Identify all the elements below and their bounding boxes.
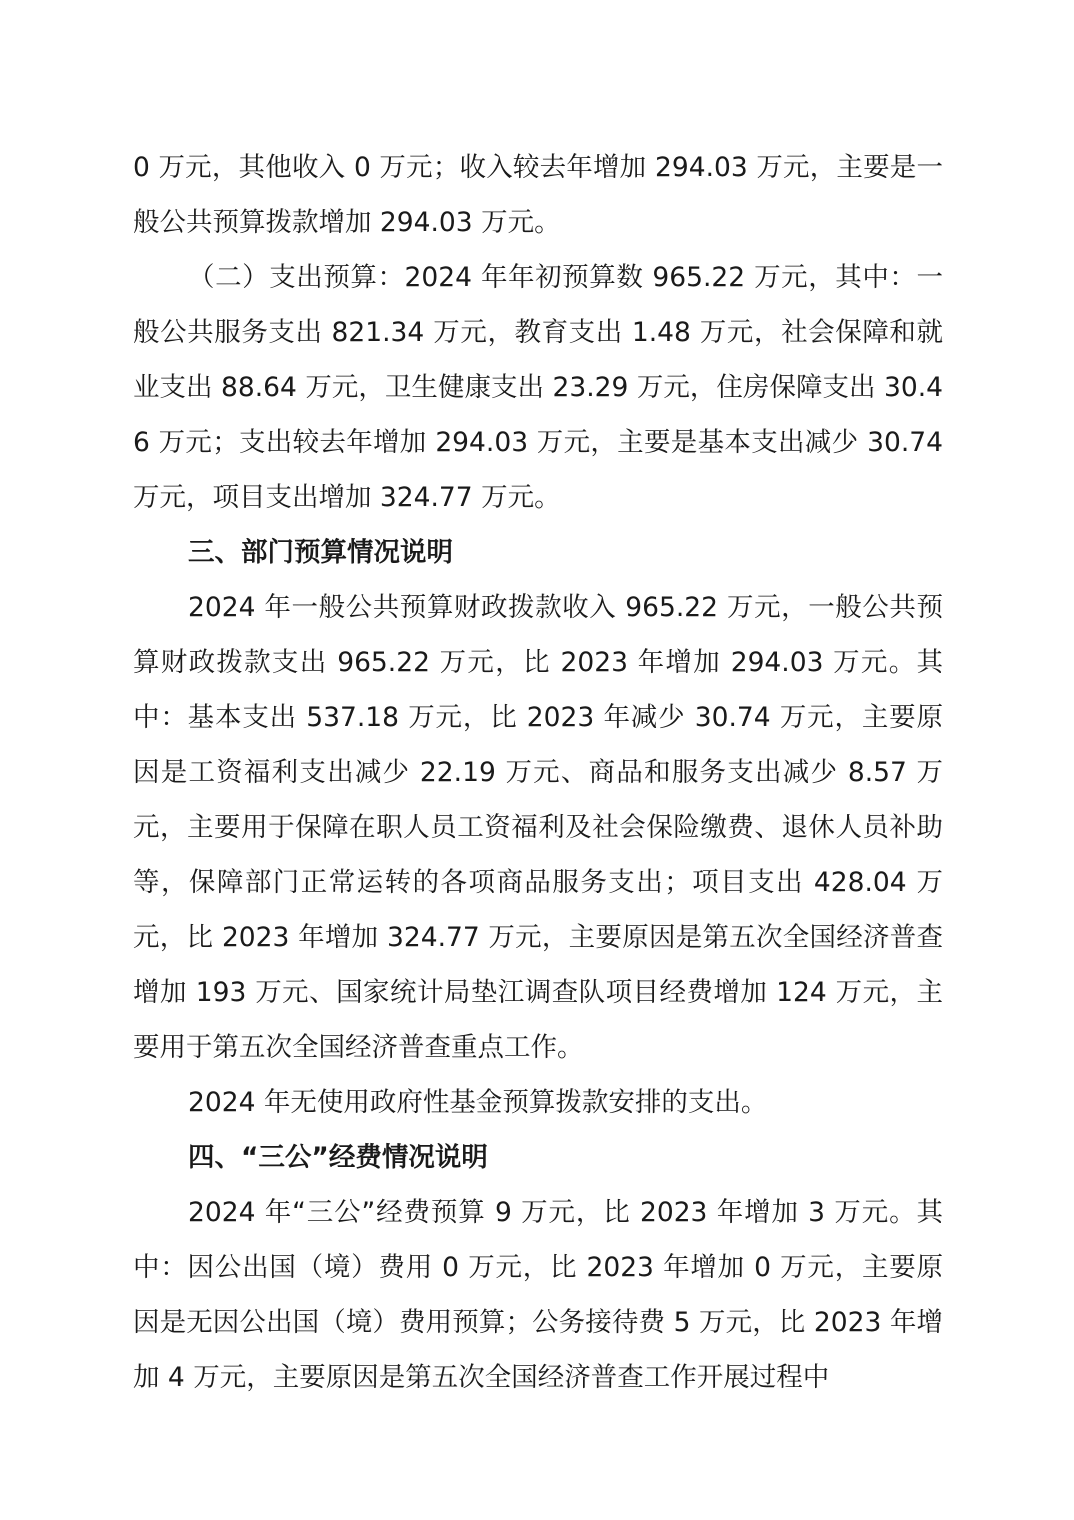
section-4-heading: 四、“三公”经费情况说明	[188, 1142, 488, 1173]
income-continuation-paragraph: 0 万元，其他收入 0 万元；收入较去年增加 294.03 万元，主要是一般公共预算拨款增加 294.03 万元。	[133, 152, 943, 238]
document-body	[133, 140, 943, 1405]
section-4-body-paragraph: 2024 年“三公”经费预算 9 万元，比 2023 年增加 3 万元。其中：因公出国（境）费用 0 万元，比 2023 年增加 0 万元，主要原因是无因公出国（境）费用预算；公务接待费 5 万元，比 2023 年增加 4 万元，主要原因是第五次全国经济普查工作开展过程中	[133, 1197, 943, 1393]
section-3-heading: 三、部门预算情况说明	[188, 537, 453, 568]
expenditure-budget-paragraph: （二）支出预算：2024 年年初预算数 965.22 万元，其中：一般公共服务支出 821.34 万元，教育支出 1.48 万元，社会保障和就业支出 88.64 万元，卫生健康支出 23.29 万元，住房保障支出 30.46 万元；支出较去年增加 294.03 万元，主要是基本支出减少 30.74 万元，项目支出增加 324.77 万元。	[133, 262, 943, 513]
section-3-body-paragraph: 2024 年一般公共预算财政拨款收入 965.22 万元，一般公共预算财政拨款支出 965.22 万元，比 2023 年增加 294.03 万元。其中：基本支出 537.18 万元，比 2023 年减少 30.74 万元，主要原因是工资福利支出减少 22.19 万元、商品和服务支出减少 8.57 万元，主要用于保障在职人员工资福利及社会保险缴费、退休人员补助等，保障部门正常运转的各项商品服务支出；项目支出 428.04 万元，比 2023 年增加 324.77 万元，主要原因是第五次全国经济普查增加 193 万元、国家统计局垫江调查队项目经费增加 124 万元，主要用于第五次全国经济普查重点工作。	[133, 592, 943, 1063]
government-fund-paragraph: 2024 年无使用政府性基金预算拨款安排的支出。	[188, 1087, 768, 1118]
